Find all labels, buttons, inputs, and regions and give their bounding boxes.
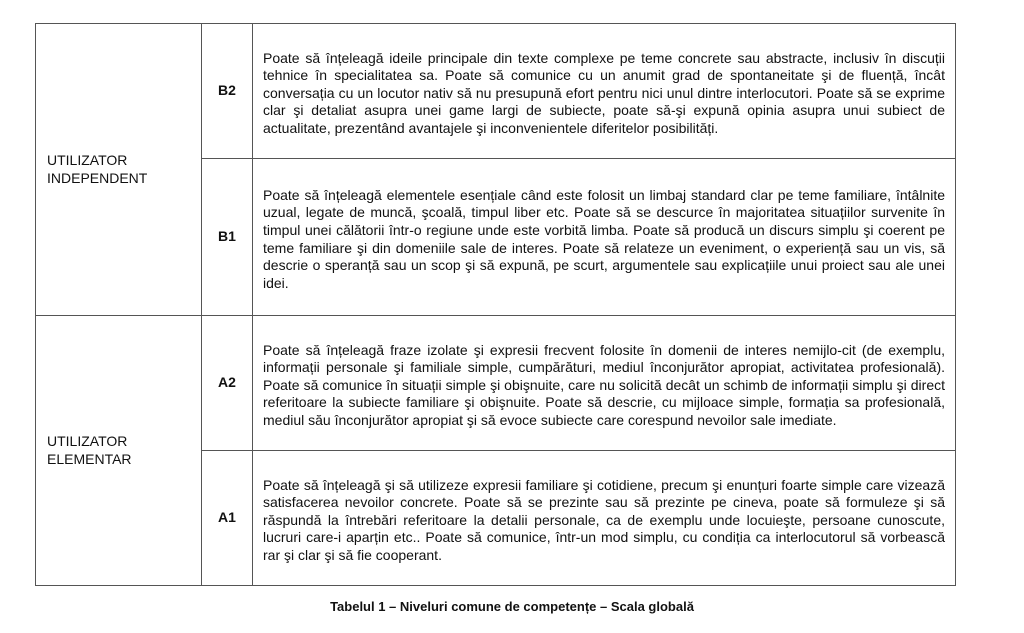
level-code-a2: A2	[202, 316, 253, 451]
group-elementary-user: UTILIZATOR ELEMENTAR	[36, 316, 202, 586]
level-description-a1: Poate să înțeleagă şi să utilizeze expresii familiare şi cotidiene, precum şi enunțuri foarte simple care vizează satisfacerea nevoilor concrete. Poate să se prezinte sau să prezinte pe cineva, poate să formuleze şi să răspundă la întrebări referitoare la detalii personale, ca de exemplu unde locuieşte, persoane cunoscute, lucruri care-i aparțin etc.. Poate să comunice, într-un mod simplu, cu condiția ca interlocutorul să vorbească rar şi clar şi să fie cooperant.	[253, 451, 956, 586]
level-description-b1: Poate să înțeleagă elementele esențiale când este folosit un limbaj standard clar pe teme familiare, întâlnite uzual, legate de muncă, şcoală, timpul liber etc. Poate să se descurce în majoritatea situațiilor survenite în timpul unei călătorii într-o regiune unde este vorbită limba. Poate să producă un discurs simplu şi coerent pe teme familiare şi din domeniile sale de interes. Poate să relateze un eveniment, o experiență sau un vis, să descrie o speranță sau un scop şi să expună, pe scurt, argumentele sau explicațiile unui proiect sau ale unei idei.	[253, 159, 956, 316]
level-code-a1: A1	[202, 451, 253, 586]
level-description-a2: Poate să înțeleagă fraze izolate şi expresii frecvent folosite în domenii de interes nemijlo-cit (de exemplu, informații personale şi familiale simple, cumpărături, mediul înconjurător apropiat, activitatea profesională). Poate să comunice în situații simple şi obişnuite, care nu solicită decât un schimb de informații simplu şi direct referitoare la subiecte familiare şi obişnuite. Poate să descrie, cu mijloace simple, formația sa profesională, mediul său înconjurător apropiat şi să evoce subiecte care corespund nevoilor sale imediate.	[253, 316, 956, 451]
competence-levels-table	[35, 23, 956, 586]
level-code-b2: B2	[202, 24, 253, 159]
group-independent-user: UTILIZATOR INDEPENDENT	[36, 24, 202, 316]
table-row	[36, 24, 956, 159]
level-description-b2: Poate să înțeleagă ideile principale din texte complexe pe teme concrete sau abstracte, inclusiv în discuții tehnice în specialitatea sa. Poate să comunice cu un anumit grad de spontaneitate şi de fluență, încât conversația cu un locutor nativ să nu presupună efort pentru nici unul dintre interlocutori. Poate să se exprime clar şi detaliat asupra unei game largi de subiecte, poate să-şi expună opinia asupra unui subiect de actualitate, prezentând avantajele şi inconvenientele diferitelor posibilități.	[253, 24, 956, 159]
level-code-b1: B1	[202, 159, 253, 316]
table-caption: Tabelul 1 – Niveluri comune de competențe – Scala globală	[330, 599, 694, 614]
table-row	[36, 316, 956, 451]
